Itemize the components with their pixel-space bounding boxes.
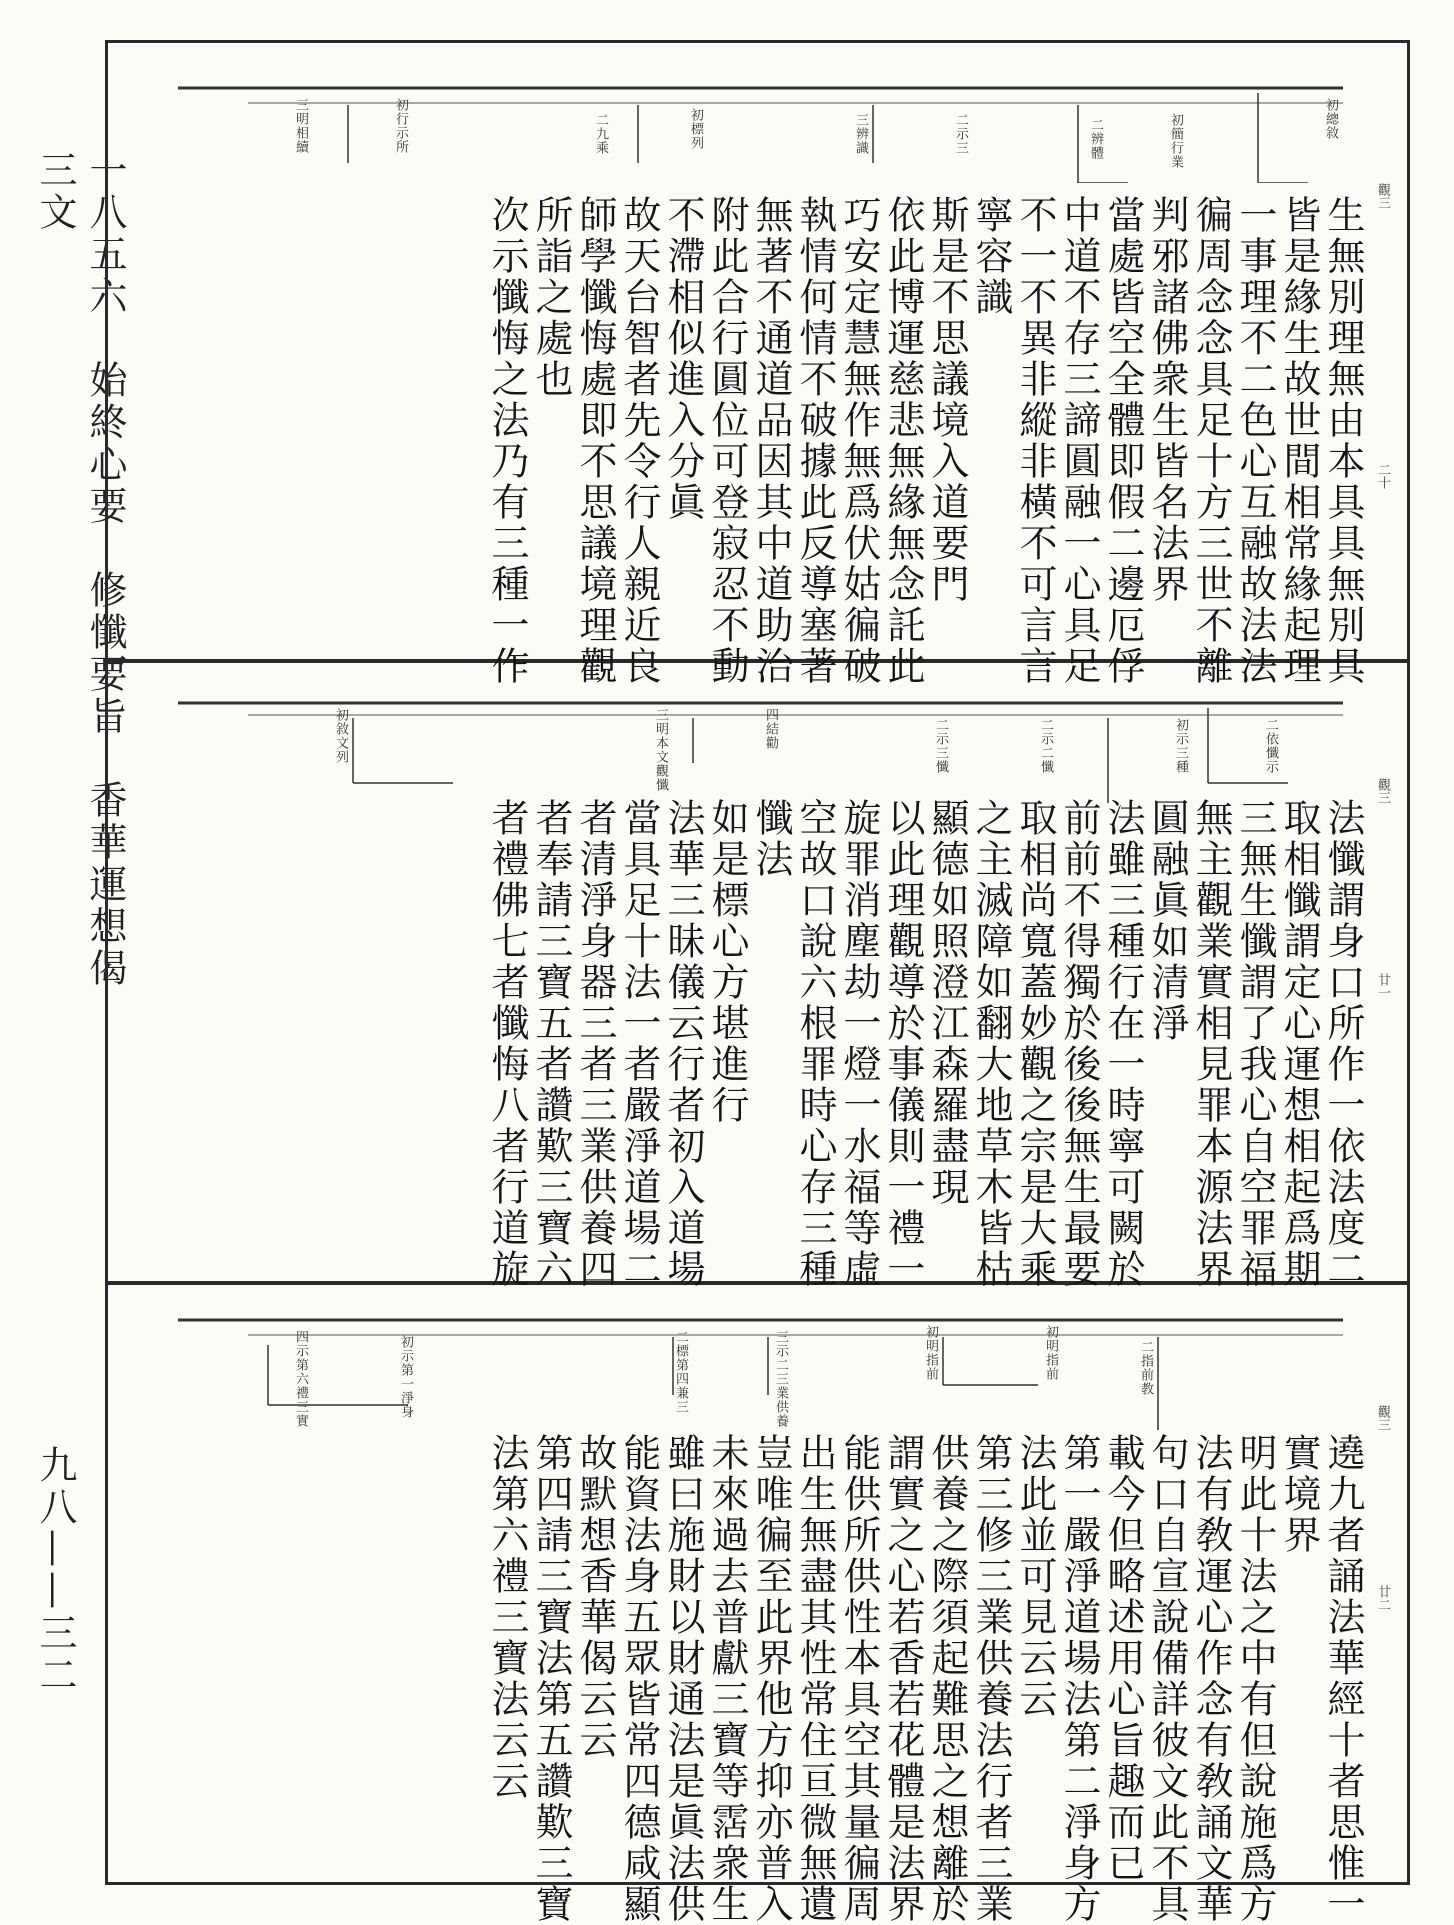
tree-label: 三辨識: [853, 113, 868, 155]
margin-note: 觀三: [1375, 1405, 1390, 1431]
text-column: 不一不異非縱非橫不可言言: [1013, 195, 1057, 687]
text-column: 中道不存三諦圓融一心具足: [1057, 195, 1101, 687]
text-column: 者奉請三寶五者讚歎三寶六: [529, 798, 573, 1290]
margin-note: 二十: [1375, 463, 1390, 489]
text-column: 豈唯徧至此界他方抑亦普入: [749, 1433, 793, 1925]
text-column: 取相懺謂定心運想相起爲期: [1277, 798, 1321, 1290]
text-column: 寧容識: [969, 195, 1013, 318]
text-column: 以此理觀導於事儀則一禮一: [881, 798, 925, 1290]
text-panel-3: [108, 1285, 1407, 1925]
text-column: 故默想香華偈云云: [573, 1433, 617, 1761]
text-column: 出生無盡其性常住亘微無遺: [793, 1433, 837, 1925]
text-column: 實境界: [1277, 1433, 1321, 1556]
margin-note: 廿一: [1375, 973, 1390, 999]
text-column: 法第六禮三寶法云云: [485, 1433, 529, 1802]
text-column: 圓融眞如清淨: [1145, 798, 1189, 1044]
tree-label: 二示二懺: [1038, 718, 1053, 774]
text-column: 謂實之心若香若花體是法界: [881, 1433, 925, 1925]
text-column: 未來過去普獻三寶等霑衆生: [705, 1433, 749, 1925]
text-column: 供養之際須起難思之想離於: [925, 1433, 969, 1925]
text-column: 生無別理無由本具具無別具: [1321, 195, 1365, 687]
tree-label: 四示第六禮三實: [293, 1330, 308, 1428]
text-column: 法此並可見云云: [1013, 1433, 1057, 1720]
text-column: 懺法: [749, 798, 793, 880]
tree-label: 二標第四兼三: [673, 1330, 688, 1414]
text-column: 三無生懺謂了我心自空罪福: [1233, 798, 1277, 1290]
text-column: 無著不通道品因其中道助治: [749, 195, 793, 687]
margin-page-number: 九八——三二: [33, 1445, 77, 1697]
text-column: 者清淨身器三者三業供養四: [573, 798, 617, 1290]
text-column: 者禮佛七者懺悔八者行道旋: [485, 798, 529, 1290]
text-columns: [275, 195, 1365, 687]
tree-label: 初總敘: [1323, 98, 1338, 140]
tree-label: 初行示所: [393, 98, 408, 154]
text-column: 不滯相似進入分眞: [661, 195, 705, 523]
text-column: 法懺謂身口所作一依法度二: [1321, 798, 1365, 1290]
tree-label: 初示第一淨身: [398, 1335, 413, 1419]
text-column: 依此博運慈悲無緣無念託此: [881, 195, 925, 687]
tree-label: 二依懺示: [1263, 718, 1278, 774]
text-column: 巧安定慧無作無爲伏姑徧破: [837, 195, 881, 687]
tree-label: 二示三: [953, 113, 968, 155]
tree-label: 二九乘: [593, 113, 608, 155]
text-column: 法雖三種行在一時寧可闕於: [1101, 798, 1145, 1290]
text-column: 顯德如照澄江森羅盡現: [925, 798, 969, 1208]
tree-label: 初明指前: [923, 1325, 938, 1381]
text-column: 前前不得獨於後後無生最要: [1057, 798, 1101, 1290]
text-panel-1: [108, 43, 1407, 687]
text-panel-2: [108, 663, 1407, 1290]
margin-note: 廿二: [1375, 1585, 1390, 1611]
text-column: 當具足十法一者嚴淨道場二: [617, 798, 661, 1290]
text-column: 旋罪消塵劫一燈一水福等虛: [837, 798, 881, 1290]
tree-label: 初明指前: [1043, 1325, 1058, 1381]
text-column: 所詣之處也: [529, 195, 573, 400]
text-column: 故天台智者先令行人親近良: [617, 195, 661, 687]
tree-label: 三示二三業供養: [773, 1330, 788, 1428]
text-column: 句口自宣說備詳彼文此不具: [1145, 1433, 1189, 1925]
text-column: 之主滅障如翻大地草木皆枯: [969, 798, 1013, 1290]
text-column: 如是標心方堪進行: [705, 798, 749, 1126]
text-column: 法有敎運心作念有敎誦文華: [1189, 1433, 1233, 1925]
margin-title: 一八五六 始終心要 修懺要旨 香華運想偈三文: [33, 150, 127, 990]
text-column: 空故口說六根罪時心存三種: [793, 798, 837, 1290]
margin-note: 觀三: [1375, 183, 1390, 209]
tree-label: 二辨體: [1088, 118, 1103, 160]
text-column: 徧周念念具足十方三世不離: [1189, 195, 1233, 687]
text-column: 無主觀業實相見罪本源法界: [1189, 798, 1233, 1290]
text-column: 第三修三業供養法行者三業: [969, 1433, 1013, 1925]
text-column: 斯是不思議境入道要門: [925, 195, 969, 605]
text-column: 次示懺悔之法乃有三種一作: [485, 195, 529, 687]
text-column: 第一嚴淨道場法第二淨身方: [1057, 1433, 1101, 1925]
text-column: 能資法身五眾皆常四德咸顯: [617, 1433, 661, 1925]
text-column: 雖曰施財以財通法是眞法供: [661, 1433, 705, 1925]
text-columns: [275, 1433, 1365, 1925]
tree-label: 初敘文列: [333, 708, 348, 764]
text-columns: [275, 798, 1365, 1290]
tree-label: 初標列: [688, 108, 703, 150]
tree-label: 二示三懺: [933, 718, 948, 774]
text-column: 判邪諸佛衆生皆名法界: [1145, 195, 1189, 605]
text-column: 取相尚寬蓋妙觀之宗是大乘: [1013, 798, 1057, 1290]
text-column: 一事理不二色心互融故法法: [1233, 195, 1277, 687]
page-frame: [105, 40, 1410, 1925]
text-column: 法華三昧儀云行者初入道場: [661, 798, 705, 1290]
text-column: 遶九者誦法華經十者思惟一: [1321, 1433, 1365, 1925]
text-column: 明此十法之中有但說施爲方: [1233, 1433, 1277, 1925]
text-column: 第四請三寶法第五讚歎三寶: [529, 1433, 573, 1925]
tree-label: 四結勸: [763, 708, 778, 750]
tree-label: 初示三種: [1173, 718, 1188, 774]
text-column: 載今但略述用心旨趣而已: [1101, 1433, 1145, 1884]
tree-label: 二指前教: [1138, 1340, 1153, 1396]
tree-label: 三明本文觀懺: [653, 708, 668, 792]
text-column: 師學懺悔處即不思議境理觀: [573, 195, 617, 687]
tree-label: 三明相續: [293, 98, 308, 154]
margin-note: 觀三: [1375, 778, 1390, 804]
text-column: 執情何情不破據此反導塞著: [793, 195, 837, 687]
text-column: 當處皆空全體即假二邊厄俘: [1101, 195, 1145, 687]
text-column: 皆是緣生故世間相常緣起理: [1277, 195, 1321, 687]
text-column: 附此合行圓位可登寂忍不動: [705, 195, 749, 687]
tree-label: 初簡行業: [1168, 113, 1183, 169]
text-column: 能供所供性本具空其量徧周: [837, 1433, 881, 1925]
outline-tree-2: [108, 663, 1413, 803]
